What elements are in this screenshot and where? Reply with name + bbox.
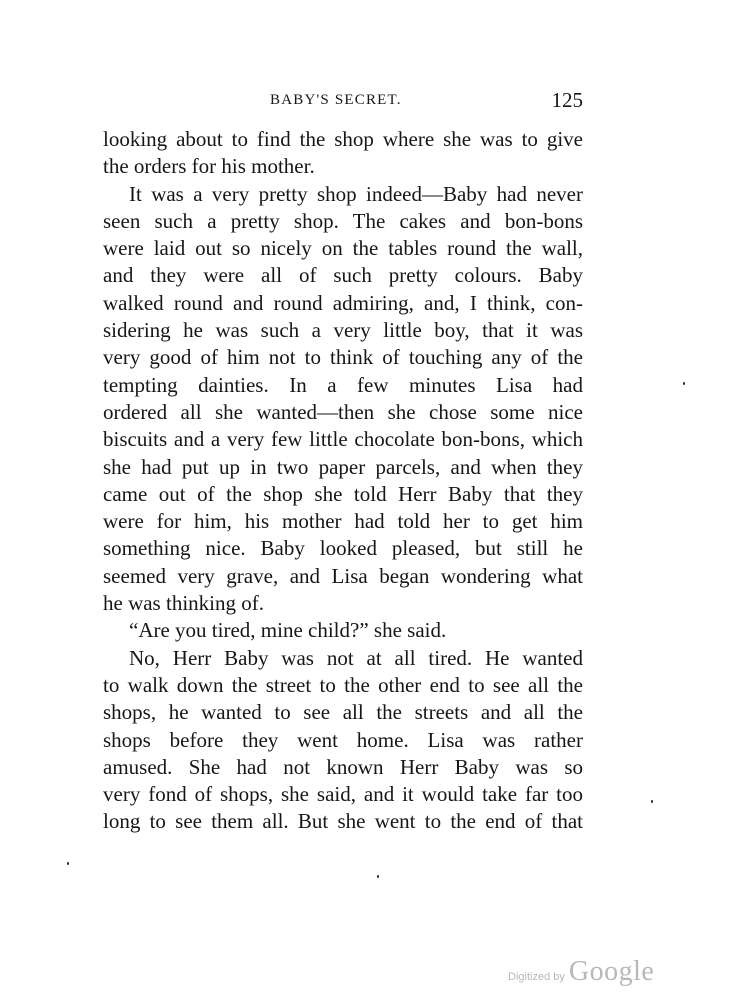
text-line: the orders for his mother. <box>103 154 315 179</box>
running-title: BABY'S SECRET. <box>270 92 402 108</box>
scan-speck <box>683 382 685 385</box>
text-line: seemed very grave, and Lisa began wondering what <box>103 563 583 588</box>
text-line: something nice. Baby looked pleased, but still he <box>103 536 583 561</box>
text-line: No, Herr Baby was not at all tired. He wanted <box>129 645 583 670</box>
text-line: It was a very pretty shop indeed—Baby had never <box>129 181 583 206</box>
text-line: were for him, his mother had told her to get him <box>103 509 583 534</box>
body-text <box>103 126 583 836</box>
text-line: ordered all she wanted—then she chose some nice <box>103 399 583 424</box>
text-line: tempting dainties. In a few minutes Lisa had <box>103 372 583 397</box>
scan-speck <box>67 862 69 865</box>
text-line: long to see them all. But she went to the end of that <box>103 809 583 834</box>
text-line: “Are you tired, mine child?” she said. <box>129 618 447 643</box>
text-line: seen such a pretty shop. The cakes and bon-bons <box>103 208 583 233</box>
text-line: walked round and round admiring, and, I think, con- <box>103 290 583 315</box>
text-line: she had put up in two paper parcels, and when they <box>103 454 583 479</box>
text-line: very fond of shops, she said, and it would take far too <box>103 782 583 807</box>
text-line: came out of the shop she told Herr Baby that they <box>103 481 583 506</box>
text-line: amused. She had not known Herr Baby was so <box>103 754 583 779</box>
text-line: shops before they went home. Lisa was rather <box>103 727 583 752</box>
digitized-watermark <box>508 956 654 988</box>
page-number: 125 <box>551 88 583 112</box>
watermark-prefix: Digitized by <box>508 971 565 983</box>
google-logo: Google <box>568 956 655 987</box>
text-line: sidering he was such a very little boy, that it was <box>103 318 583 343</box>
text-line: to walk down the street to the other end to see all the <box>103 672 583 697</box>
scan-speck <box>651 800 653 803</box>
text-line: were laid out so nicely on the tables round the wall, <box>103 236 583 261</box>
scan-speck <box>377 875 379 878</box>
text-line: shops, he wanted to see all the streets and all the <box>103 700 583 725</box>
text-line: looking about to find the shop where she was to give <box>103 127 583 151</box>
text-line: and they were all of such pretty colours. Baby <box>103 263 583 288</box>
text-line: biscuits and a very few little chocolate bon-bons, which <box>103 427 583 452</box>
text-line: he was thinking of. <box>103 591 264 616</box>
text-line: very good of him not to think of touching any of the <box>103 345 583 370</box>
page-header <box>103 88 583 118</box>
